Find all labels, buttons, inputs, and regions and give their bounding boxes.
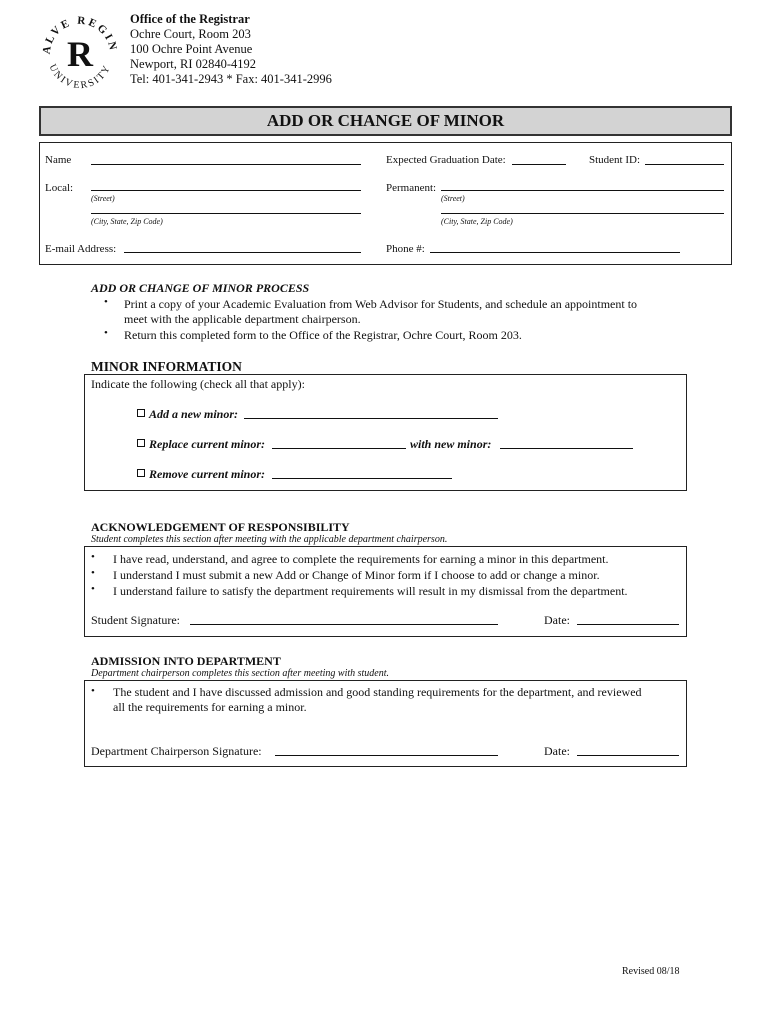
ack-item-2: I understand I must submit a new Add or Change of Minor form if I choose to add or change a minor.	[113, 568, 600, 582]
process-heading: ADD OR CHANGE OF MINOR PROCESS	[91, 281, 310, 295]
phone-field[interactable]	[430, 252, 680, 253]
replace-new-minor-field[interactable]	[500, 448, 633, 449]
office-address-2: 100 Ochre Point Avenue	[130, 42, 253, 56]
ack-heading: ACKNOWLEDGEMENT OF RESPONSIBILITY	[91, 520, 350, 534]
remove-minor-option	[137, 467, 265, 481]
process-step-2: Return this completed form to the Office of the Registrar, Ochre Court, Room 203.	[124, 328, 522, 342]
remove-minor-label: Remove current minor:	[149, 467, 265, 481]
svg-text:R: R	[67, 34, 93, 74]
local-street-field[interactable]	[91, 190, 361, 191]
svg-text:SALVE REGINA: ALVE REGIN	[40, 14, 120, 56]
bullet-icon: •	[91, 567, 95, 579]
local-city-field[interactable]	[91, 213, 361, 214]
ack-item-3: I understand failure to satisfy the department requirements will result in my dismissal from the department.	[113, 584, 628, 598]
chairperson-signature-field[interactable]	[275, 755, 498, 756]
student-date-field[interactable]	[577, 624, 679, 625]
local-city-hint: (City, State, Zip Code)	[91, 217, 163, 226]
chairperson-date-label: Date:	[544, 744, 570, 758]
with-new-minor-label: with new minor:	[410, 437, 492, 451]
admission-item-line-2: all the requirements for earning a minor.	[113, 700, 307, 714]
form-title-bar	[39, 106, 732, 136]
office-title: Office of the Registrar	[130, 12, 250, 26]
chairperson-date-field[interactable]	[577, 755, 679, 756]
ack-subheading: Student completes this section after meeting with the applicable department chairperson.	[91, 534, 448, 545]
process-step-1-line-1: Print a copy of your Academic Evaluation from Web Advisor for Students, and schedule an appointment to	[124, 297, 638, 311]
phone-label: Phone #:	[386, 243, 425, 255]
replace-minor-checkbox[interactable]	[137, 439, 145, 447]
add-minor-field[interactable]	[244, 418, 498, 419]
add-minor-option	[137, 407, 238, 421]
name-field[interactable]	[91, 164, 361, 165]
local-label: Local:	[45, 182, 74, 194]
replace-minor-label: Replace current minor:	[149, 437, 265, 451]
add-minor-label: Add a new minor:	[149, 407, 239, 421]
student-date-label: Date:	[544, 613, 570, 627]
process-step-1-line-2: meet with the applicable department chairperson.	[124, 312, 361, 326]
revision-note: Revised 08/18	[622, 966, 680, 977]
permanent-city-hint: (City, State, Zip Code)	[441, 217, 513, 226]
remove-minor-field[interactable]	[272, 478, 452, 479]
bullet-icon: •	[104, 296, 108, 308]
email-field[interactable]	[124, 252, 361, 253]
minor-info-instruction: Indicate the following (check all that apply):	[91, 377, 305, 391]
admission-item-line-1: The student and I have discussed admission and good standing requirements for the department, and reviewed	[113, 685, 642, 699]
permanent-street-hint: (Street)	[441, 194, 465, 203]
permanent-label: Permanent:	[386, 182, 437, 194]
svg-text:UNIVERSITY: UNIVERSITY	[46, 62, 114, 92]
name-label: Name	[45, 154, 72, 166]
form-title: ADD OR CHANGE OF MINOR	[266, 111, 505, 130]
student-signature-label: Student Signature:	[91, 613, 180, 627]
add-minor-checkbox[interactable]	[137, 409, 145, 417]
university-seal-logo	[38, 10, 122, 94]
grad-date-label: Expected Graduation Date:	[386, 154, 506, 166]
bullet-icon: •	[91, 685, 95, 697]
admission-heading: ADMISSION INTO DEPARTMENT	[91, 654, 281, 668]
chairperson-signature-label: Department Chairperson Signature:	[91, 744, 262, 758]
permanent-city-field[interactable]	[441, 213, 724, 214]
grad-date-field[interactable]	[512, 164, 566, 165]
ack-item-1: I have read, understand, and agree to complete the requirements for earning a minor in this department.	[113, 552, 609, 566]
office-address-1: Ochre Court, Room 203	[130, 27, 251, 41]
admission-subheading: Department chairperson completes this section after meeting with student.	[91, 668, 390, 679]
student-signature-field[interactable]	[190, 624, 498, 625]
student-id-label: Student ID:	[589, 154, 641, 166]
office-phone-fax: Tel: 401-341-2943 * Fax: 401-341-2996	[130, 72, 332, 86]
minor-info-heading: MINOR INFORMATION	[91, 359, 242, 374]
office-address-3: Newport, RI 02840-4192	[130, 57, 257, 71]
permanent-street-field[interactable]	[441, 190, 724, 191]
remove-minor-checkbox[interactable]	[137, 469, 145, 477]
email-label: E-mail Address:	[45, 243, 117, 255]
replace-current-minor-field[interactable]	[272, 448, 406, 449]
student-id-field[interactable]	[645, 164, 724, 165]
local-street-hint: (Street)	[91, 194, 115, 203]
bullet-icon: •	[91, 551, 95, 563]
replace-minor-option	[137, 437, 265, 451]
bullet-icon: •	[91, 583, 95, 595]
bullet-icon: •	[104, 327, 108, 339]
